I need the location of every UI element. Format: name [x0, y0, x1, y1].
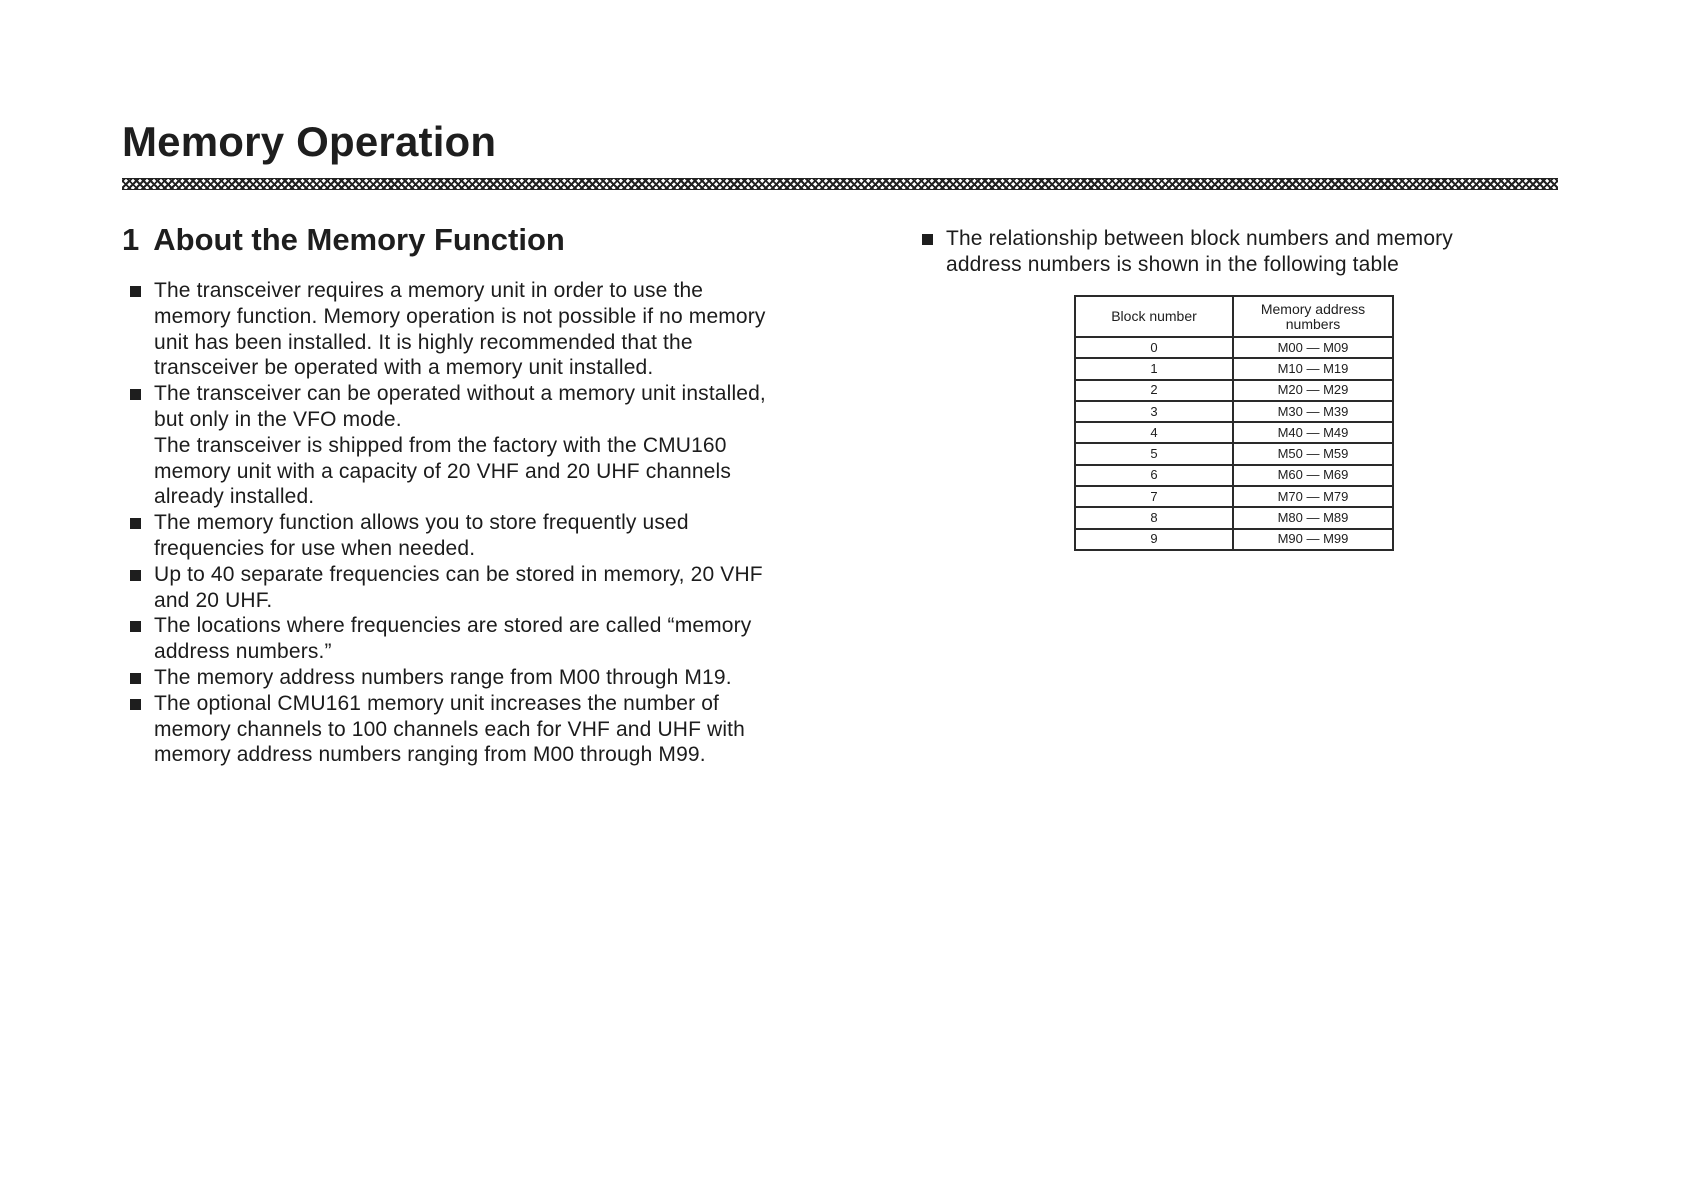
table-row — [1075, 380, 1393, 401]
header-block-number: Block number — [1075, 296, 1233, 337]
block-cell: 7 — [1075, 486, 1233, 507]
block-memory-table — [1074, 295, 1394, 551]
address-cell: M50 — M59 — [1233, 443, 1393, 464]
address-cell: M00 — M09 — [1233, 337, 1393, 358]
block-cell: 1 — [1075, 358, 1233, 379]
table-intro-text: The relationship between block numbers and memory address numbers is shown in the following table — [946, 227, 1453, 276]
table-row — [1075, 443, 1393, 464]
address-cell: M40 — M49 — [1233, 422, 1393, 443]
address-cell: M70 — M79 — [1233, 486, 1393, 507]
table-row — [1075, 486, 1393, 507]
square-bullet-icon — [130, 286, 141, 297]
square-bullet-icon — [922, 234, 933, 245]
page-title: Memory Operation — [122, 118, 497, 165]
block-cell: 6 — [1075, 465, 1233, 486]
address-cell: M30 — M39 — [1233, 401, 1393, 422]
address-cell: M90 — M99 — [1233, 529, 1393, 550]
square-bullet-icon — [130, 570, 141, 581]
square-bullet-icon — [130, 699, 141, 710]
memory-info-list — [128, 278, 768, 768]
list-item — [128, 562, 768, 614]
square-bullet-icon — [130, 389, 141, 400]
table-intro — [920, 226, 1520, 278]
list-item-text: The transceiver can be operated without a memory unit installed, but only in the VFO mode. — [154, 382, 766, 431]
address-cell: M10 — M19 — [1233, 358, 1393, 379]
table-row — [1075, 507, 1393, 528]
block-cell: 0 — [1075, 337, 1233, 358]
list-item — [920, 226, 1520, 278]
list-item-text: Up to 40 separate frequencies can be stored in memory, 20 VHF and 20 UHF. — [154, 562, 763, 612]
list-item-text: The memory function allows you to store frequently used frequencies for use when needed. — [154, 511, 689, 560]
table-row — [1075, 337, 1393, 358]
address-cell: M60 — M69 — [1233, 465, 1393, 486]
block-cell: 9 — [1075, 529, 1233, 550]
table-row — [1075, 422, 1393, 443]
table-row — [1075, 401, 1393, 422]
list-item — [128, 510, 768, 562]
section-title: About the Memory Function — [153, 222, 565, 257]
block-cell: 5 — [1075, 443, 1233, 464]
header-memory-address: Memory address numbers — [1233, 296, 1393, 337]
list-item-text: The transceiver is shipped from the factory with the CMU160 memory unit with a capacity of 20 VHF and 20 UHF channels already installed. — [154, 433, 731, 509]
square-bullet-icon — [130, 621, 141, 632]
square-bullet-icon — [130, 673, 141, 684]
block-cell: 8 — [1075, 507, 1233, 528]
list-item-text: The transceiver requires a memory unit in order to use the memory function. Memory operation is not possible if no memory unit has been installed. It is highly recommended that the transceiver be operated with a memory unit installed. — [154, 279, 766, 380]
list-item — [128, 691, 768, 768]
list-item — [128, 381, 768, 510]
address-cell: M80 — M89 — [1233, 507, 1393, 528]
list-item — [128, 665, 768, 691]
section-number: 1 — [122, 222, 140, 257]
table-row — [1075, 465, 1393, 486]
block-cell: 4 — [1075, 422, 1233, 443]
table-header-row — [1075, 296, 1393, 337]
block-cell: 3 — [1075, 401, 1233, 422]
list-item — [128, 613, 768, 665]
list-item — [128, 278, 768, 381]
table-row — [1075, 529, 1393, 550]
square-bullet-icon — [130, 518, 141, 529]
block-cell: 2 — [1075, 380, 1233, 401]
list-item-text: The memory address numbers range from M00 through M19. — [154, 665, 732, 689]
section-heading — [122, 222, 565, 258]
list-item-text: The locations where frequencies are stored are called “memory address numbers.” — [154, 614, 752, 664]
address-cell: M20 — M29 — [1233, 380, 1393, 401]
table-row — [1075, 358, 1393, 379]
list-item-text: The optional CMU161 memory unit increases the number of memory channels to 100 channels each for VHF and UHF with memory address numbers ranging from M00 through M99. — [154, 691, 745, 767]
title-divider — [122, 178, 1558, 190]
